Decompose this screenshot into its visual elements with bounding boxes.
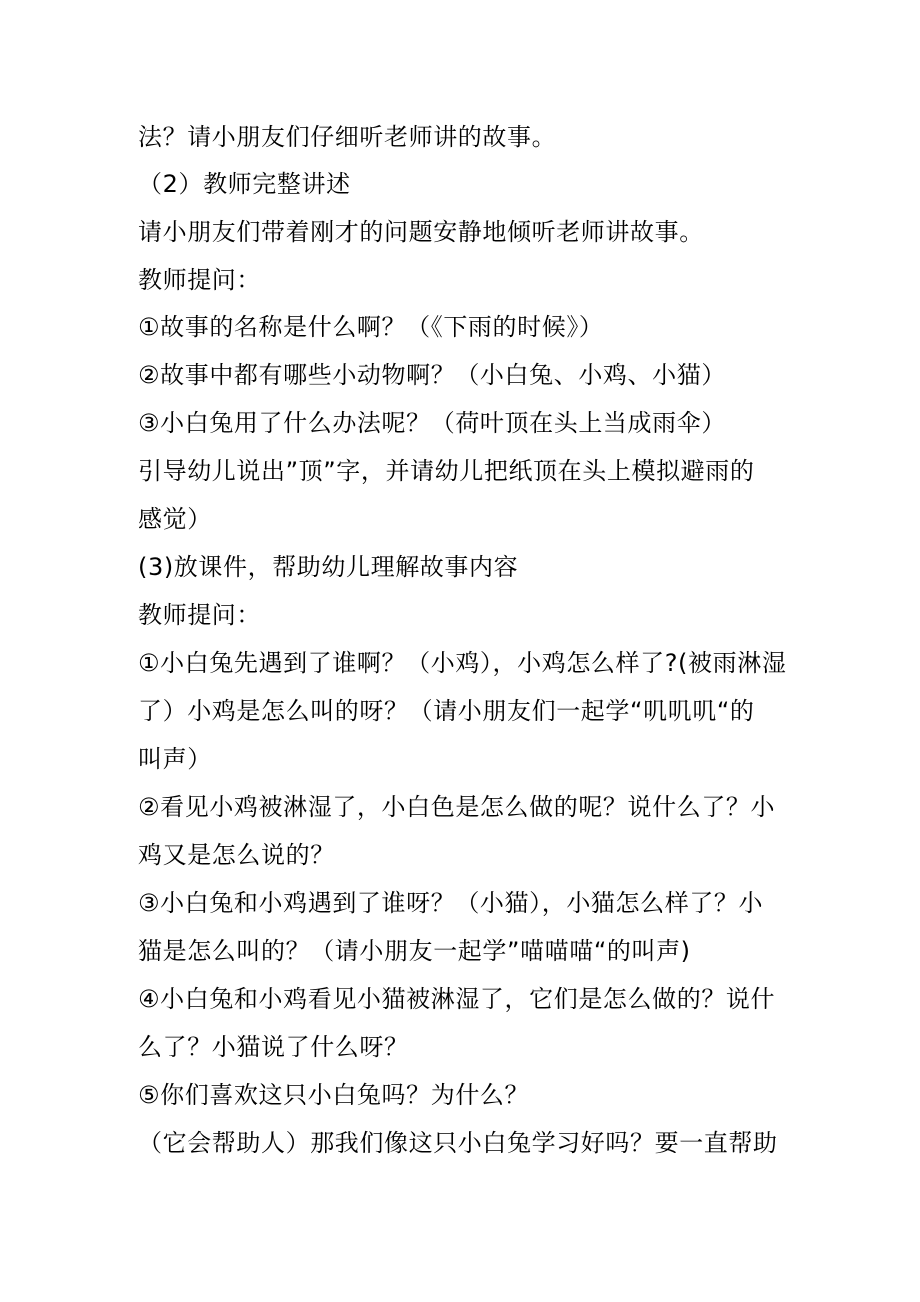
question-item: ①故事的名称是什么啊？（《下雨的时候》）: [138, 313, 604, 341]
text-line: 感觉）: [138, 505, 212, 533]
section-heading: (3)放课件，帮助幼儿理解故事内容: [138, 553, 519, 581]
text-line: 猫是怎么叫的？（请小朋友一起学”喵喵喵“的叫声): [138, 937, 691, 965]
text-line: 鸡又是怎么说的？: [138, 841, 335, 869]
text-line: 么了？小猫说了什么呀？: [138, 1033, 409, 1061]
question-item: ②故事中都有哪些小动物啊？（小白兔、小鸡、小猫）: [138, 361, 726, 389]
question-item: ②看见小鸡被淋湿了，小白色是怎么做的呢？说什么了？小: [138, 793, 776, 821]
section-heading: （2）教师完整讲述: [138, 170, 351, 198]
question-item: ①小白兔先遇到了谁啊？（小鸡），小鸡怎么样了?(被雨淋湿: [138, 649, 787, 677]
text-line: 教师提问：: [138, 601, 261, 629]
text-line: 法？请小朋友们仔细听老师讲的故事。: [138, 123, 557, 151]
text-line: 请小朋友们带着刚才的问题安静地倾听老师讲故事。: [138, 218, 704, 246]
text-line: 引导幼儿说出”顶”字，并请幼儿把纸顶在头上模拟避雨的: [138, 457, 755, 485]
question-item: ④小白兔和小鸡看见小猫被淋湿了，它们是怎么做的？说什: [138, 985, 776, 1013]
text-line: 了）小鸡是怎么叫的呀？（请小朋友们一起学“叽叽叽“的: [138, 697, 755, 725]
text-line: 教师提问：: [138, 266, 261, 294]
question-item: ③小白兔和小鸡遇到了谁呀？（小猫），小猫怎么样了？小: [138, 889, 764, 917]
question-item: ③小白兔用了什么办法呢？（荷叶顶在头上当成雨伞）: [138, 409, 726, 437]
text-line: （它会帮助人）那我们像这只小白兔学习好吗？要一直帮助: [138, 1129, 778, 1157]
question-item: ⑤你们喜欢这只小白兔吗？为什么？: [138, 1081, 530, 1109]
text-line: 叫声）: [138, 745, 212, 773]
